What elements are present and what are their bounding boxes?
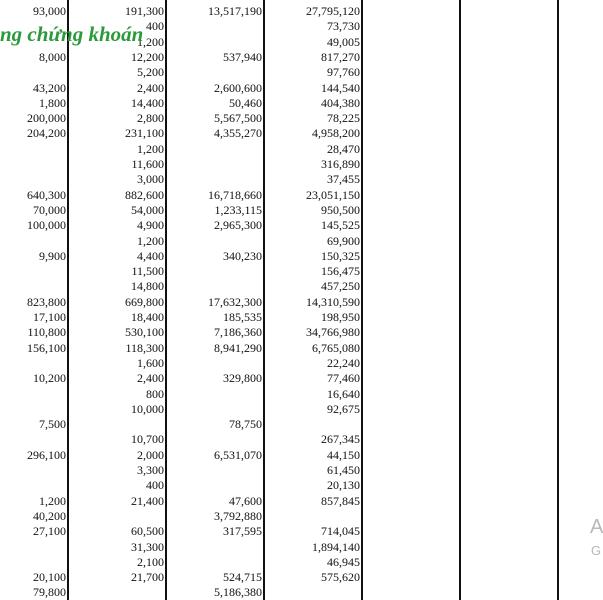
table-row: [0, 570, 600, 585]
table-row: [0, 341, 600, 356]
table-cell: 317,595: [223, 524, 262, 539]
table-cell: 118,300: [125, 340, 164, 355]
table-cell: 77,460: [327, 371, 360, 386]
table-cell: 28,470: [327, 141, 360, 156]
table-cell: 669,800: [125, 294, 164, 309]
table-row: [0, 432, 600, 447]
table-cell: 61,450: [327, 463, 360, 477]
table-cell: 404,380: [321, 95, 360, 110]
table-cell: [0, 432, 66, 447]
table-cell: [168, 387, 262, 402]
table-cell: 156,100: [27, 340, 66, 355]
table-cell: 73,730: [327, 19, 360, 34]
table-cell: 27,100: [33, 524, 66, 539]
table-row: [0, 50, 600, 65]
table-cell: [168, 234, 262, 249]
table-cell: [266, 417, 360, 432]
table-cell: 7,500: [39, 417, 66, 432]
table-cell: 4,900: [137, 218, 164, 233]
table-cell: [0, 402, 66, 417]
table-cell: [266, 585, 360, 600]
table-cell: 857,845: [321, 493, 360, 508]
table-cell: 5,200: [137, 65, 164, 80]
table-cell: 150,325: [321, 248, 360, 263]
table-cell: [168, 35, 262, 50]
table-cell: [168, 356, 262, 371]
table-cell: 10,200: [33, 371, 66, 386]
table-row: [0, 142, 600, 157]
table-cell: 882,600: [125, 187, 164, 202]
table-row: [0, 371, 600, 386]
table-cell: 110,800: [27, 325, 66, 340]
table-cell: 950,500: [321, 202, 360, 217]
table-cell: 400: [146, 478, 164, 493]
table-cell: [168, 555, 262, 570]
table-cell: 316,890: [321, 157, 360, 171]
table-cell: 524,715: [223, 570, 262, 585]
table-cell: 17,632,300: [208, 294, 262, 309]
table-row: [0, 310, 600, 325]
table-cell: 2,400: [137, 80, 164, 95]
table-cell: 530,100: [125, 325, 164, 340]
table-cell: [0, 540, 66, 555]
table-cell: 16,718,660: [208, 187, 262, 202]
table-cell: [168, 157, 262, 172]
table-cell: 800: [146, 386, 164, 401]
table-cell: 78,750: [229, 417, 262, 432]
table-cell: 18,400: [131, 310, 164, 324]
table-row: [0, 111, 600, 126]
table-cell: [168, 432, 262, 447]
table-cell: 457,250: [321, 279, 360, 294]
table-row: [0, 524, 600, 539]
table-cell: 43,200: [33, 80, 66, 95]
table-cell: [70, 417, 164, 432]
table-cell: 231,100: [125, 126, 164, 141]
table-cell: [0, 356, 66, 371]
table-row: [0, 509, 600, 524]
table-cell: 20,100: [33, 570, 66, 585]
table-cell: 204,200: [27, 126, 66, 141]
table-cell: [70, 585, 164, 600]
table-cell: 640,300: [27, 187, 66, 202]
table-cell: 185,535: [223, 310, 262, 324]
table-cell: [168, 463, 262, 478]
table-cell: 13,517,190: [208, 4, 262, 18]
table-cell: [266, 509, 360, 524]
table-cell: [0, 65, 66, 80]
table-cell: 70,000: [33, 202, 66, 217]
table-cell: [0, 157, 66, 172]
table-row: [0, 203, 600, 218]
table-cell: 40,200: [33, 508, 66, 523]
table-cell: 10,700: [131, 432, 164, 447]
table-cell: 340,230: [223, 248, 262, 263]
table-cell: [0, 142, 66, 157]
table-cell: [168, 478, 262, 493]
table-cell: 400: [146, 19, 164, 34]
table-cell: 49,005: [327, 34, 360, 49]
table-cell: [0, 279, 66, 294]
table-cell: 1,600: [137, 355, 164, 370]
table-row: [0, 249, 600, 264]
table-cell: [0, 172, 66, 187]
table-cell: 6,765,080: [312, 340, 360, 355]
side-mark-a: A: [590, 516, 603, 538]
table-row: [0, 295, 600, 310]
table-row: [0, 585, 600, 600]
table-cell: [168, 279, 262, 294]
table-cell: [0, 478, 66, 493]
table-cell: 27,795,120: [306, 4, 360, 18]
table-row: [0, 279, 600, 294]
table-row: [0, 402, 600, 417]
table-cell: [0, 234, 66, 249]
table-cell: 17,100: [33, 310, 66, 324]
table-cell: 144,540: [321, 80, 360, 95]
table-cell: 14,800: [131, 279, 164, 294]
table-cell: 3,300: [137, 463, 164, 477]
table-cell: 4,400: [137, 248, 164, 263]
table-cell: 1,800: [39, 95, 66, 110]
table-cell: 11,500: [131, 264, 164, 279]
table-cell: 817,270: [321, 49, 360, 64]
table-row: [0, 540, 600, 555]
table-cell: 2,100: [137, 554, 164, 569]
table-cell: 93,000: [33, 4, 66, 18]
table-cell: 79,800: [33, 585, 66, 600]
table-cell: 54,000: [131, 202, 164, 217]
table-cell: [0, 555, 66, 570]
table-cell: 198,950: [321, 310, 360, 324]
table-row: [0, 172, 600, 187]
table-cell: 5,567,500: [214, 111, 262, 126]
table-row: [0, 81, 600, 96]
table-cell: 2,800: [137, 111, 164, 126]
table-cell: 2,000: [137, 447, 164, 462]
table-cell: 92,675: [327, 401, 360, 416]
table-cell: 156,475: [321, 264, 360, 279]
table-cell: 1,200: [39, 493, 66, 508]
table-cell: 145,525: [321, 218, 360, 233]
table-cell: 714,045: [321, 524, 360, 539]
table-row: [0, 65, 600, 80]
table-cell: [168, 65, 262, 80]
table-row: [0, 478, 600, 493]
table-cell: 60,500: [131, 524, 164, 539]
side-mark-g: G: [591, 543, 602, 558]
table-cell: 8,941,290: [214, 340, 262, 355]
table-cell: 44,150: [327, 447, 360, 462]
table-cell: 14,400: [131, 95, 164, 110]
table-cell: 2,965,300: [214, 218, 262, 233]
table-cell: 296,100: [27, 447, 66, 462]
table-cell: 1,233,115: [214, 202, 262, 217]
table-cell: 10,000: [131, 401, 164, 416]
table-row: [0, 387, 600, 402]
table-cell: 46,945: [327, 554, 360, 569]
table-cell: 21,400: [131, 493, 164, 508]
table-cell: 9,900: [39, 248, 66, 263]
table-row: [0, 157, 600, 172]
table-cell: 823,800: [27, 294, 66, 309]
table-row: [0, 555, 600, 570]
table-row: [0, 218, 600, 233]
table-row: [0, 234, 600, 249]
table-cell: 2,600,600: [214, 80, 262, 95]
table-cell: 7,186,360: [214, 325, 262, 340]
table-cell: 31,300: [131, 539, 164, 554]
table-cell: [168, 540, 262, 555]
table-cell: 100,000: [27, 218, 66, 233]
table-row: [0, 463, 600, 478]
table-cell: 537,940: [223, 49, 262, 64]
table-cell: 329,800: [223, 371, 262, 386]
table-cell: 47,600: [229, 493, 262, 508]
table-cell: 1,200: [137, 233, 164, 248]
table-cell: 1,200: [137, 141, 164, 156]
table-row: [0, 417, 600, 432]
table-cell: 3,000: [137, 172, 164, 187]
table-cell: 34,766,980: [306, 325, 360, 340]
table-cell: 22,240: [327, 355, 360, 370]
table-row: [0, 448, 600, 463]
table-cell: 200,000: [27, 111, 66, 126]
table-cell: 4,355,270: [214, 126, 262, 141]
table-cell: 12,200: [131, 49, 164, 64]
table-cell: 267,345: [321, 432, 360, 447]
table-cell: 8,000: [39, 49, 66, 64]
table-cell: [0, 387, 66, 402]
table-row: [0, 356, 600, 371]
table-cell: [168, 264, 262, 279]
table-cell: 16,640: [327, 386, 360, 401]
table-cell: 5,186,380: [214, 585, 262, 600]
table-cell: 20,130: [327, 478, 360, 493]
table-cell: 1,894,140: [312, 539, 360, 554]
table-cell: 11,600: [131, 157, 164, 171]
table-cell: [168, 402, 262, 417]
table-cell: 4,958,200: [312, 126, 360, 141]
table-cell: 69,900: [327, 233, 360, 248]
table-cell: 97,760: [327, 65, 360, 80]
table-cell: [0, 264, 66, 279]
table-row: [0, 325, 600, 340]
table-row: [0, 96, 600, 111]
table-row: [0, 4, 600, 19]
table-cell: 14,310,590: [306, 294, 360, 309]
table-row: [0, 264, 600, 279]
watermark-text: ng chứng khoán: [0, 22, 144, 46]
table-row: [0, 494, 600, 509]
table-cell: 37,455: [327, 172, 360, 187]
table-cell: 6,531,070: [214, 447, 262, 462]
table-cell: [0, 463, 66, 478]
table-cell: [168, 142, 262, 157]
table-cell: [168, 172, 262, 187]
table-cell: [168, 19, 262, 34]
table-cell: 191,300: [125, 4, 164, 18]
table-row: [0, 126, 600, 141]
table-cell: 23,051,150: [306, 187, 360, 202]
table-row: [0, 188, 600, 203]
table-cell: 78,225: [327, 111, 360, 126]
table-cell: [70, 509, 164, 524]
table-cell: 3,792,880: [214, 508, 262, 523]
table-cell: 21,700: [131, 570, 164, 585]
table-cell: 50,460: [229, 95, 262, 110]
table-cell: 2,400: [137, 371, 164, 386]
table-cell: 575,620: [321, 570, 360, 585]
table-cell: 1,200: [137, 34, 164, 49]
